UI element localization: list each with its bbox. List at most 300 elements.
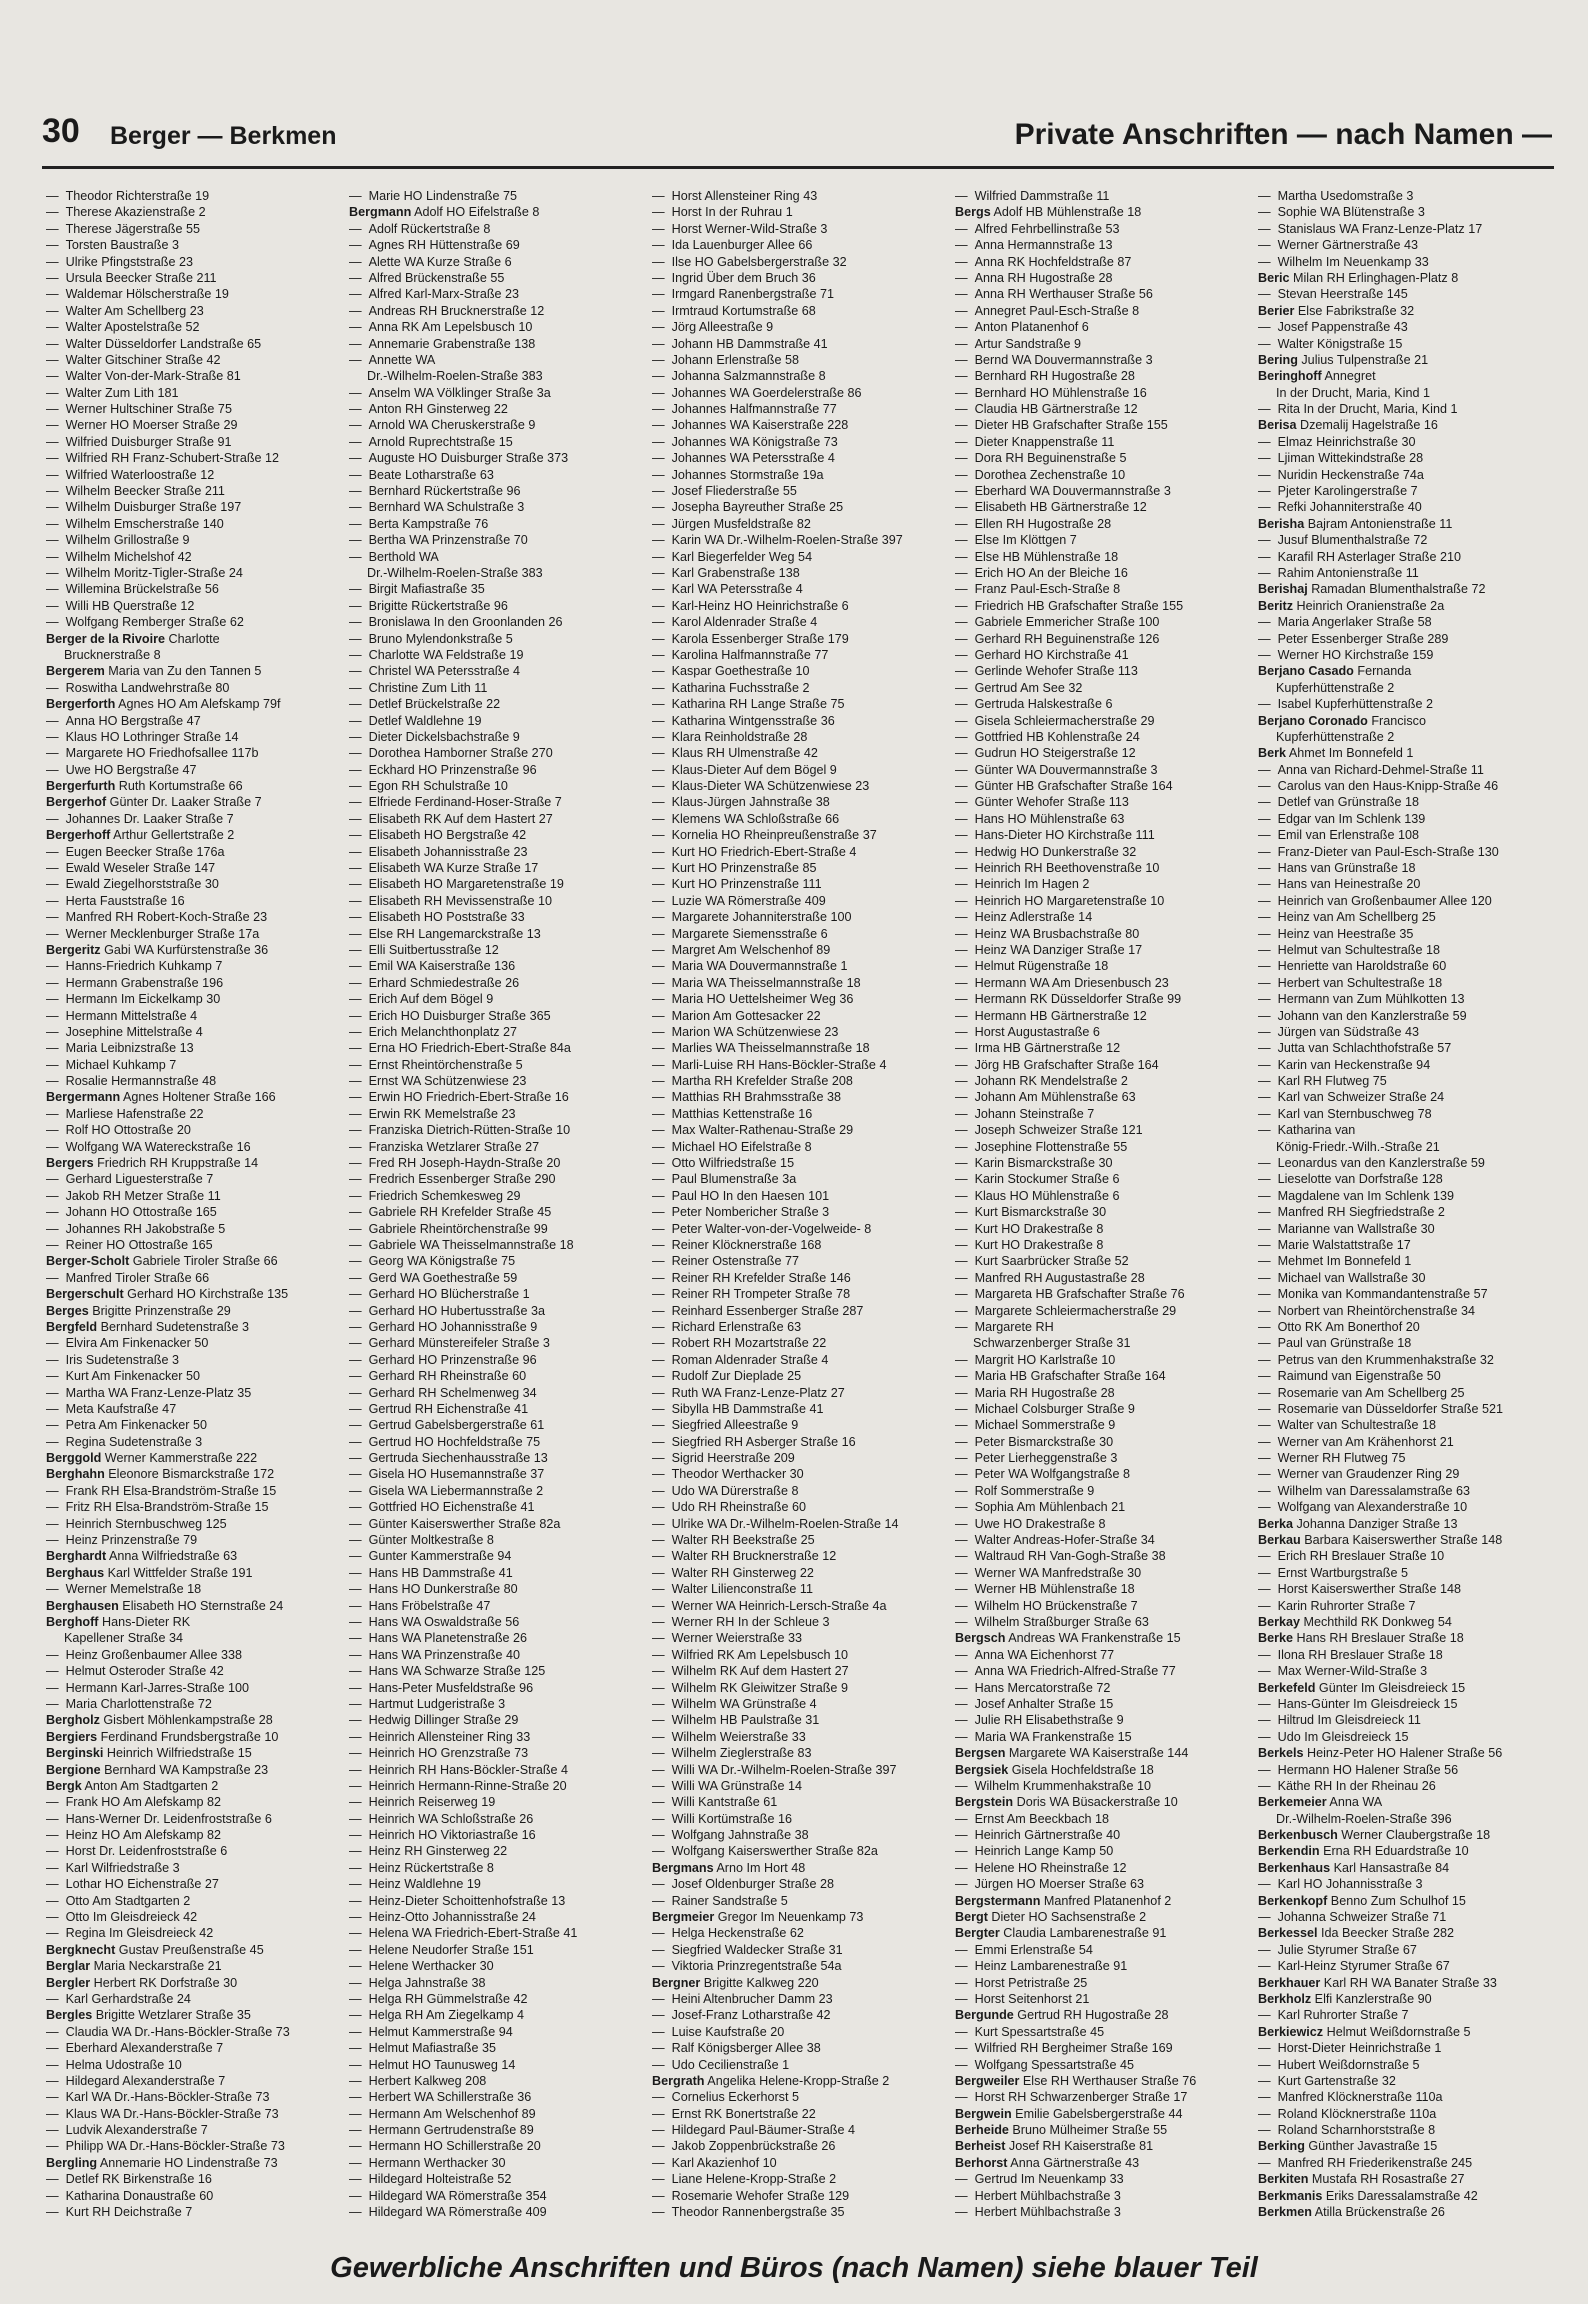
entry-text: Regina Sudetenstraße 3 <box>65 1434 203 1449</box>
directory-entry <box>955 450 1252 466</box>
directory-entry <box>349 1762 646 1778</box>
directory-entry <box>955 1024 1252 1040</box>
directory-entry <box>955 532 1252 548</box>
entry-text: Wilhelm HB Paulstraße 31 <box>671 1713 820 1728</box>
directory-entry <box>652 1450 949 1466</box>
directory-entry <box>652 1352 949 1368</box>
surname-entry <box>1258 1516 1555 1532</box>
surname-entry <box>46 1286 343 1302</box>
directory-entry <box>652 1647 949 1663</box>
directory-entry <box>1258 1696 1555 1712</box>
surname-entry <box>955 204 1252 220</box>
surname: Berghaus <box>46 1565 105 1580</box>
entry-text: Otto Am Stadtgarten 2 <box>65 1893 191 1908</box>
directory-entry <box>1258 1139 1555 1155</box>
directory-entry <box>46 1647 343 1663</box>
directory-entry <box>46 1696 343 1712</box>
directory-entry <box>349 958 646 974</box>
directory-entry <box>652 1745 949 1761</box>
entry-text: Karl-Heinz Styrumer Straße 67 <box>1277 1959 1450 1974</box>
entry-text: Annemarie HO Lindenstraße 73 <box>97 2155 278 2170</box>
directory-entry <box>349 2155 646 2171</box>
entry-text: Rolf Sommerstraße 9 <box>974 1483 1095 1498</box>
directory-entry <box>1258 336 1555 352</box>
directory-entry <box>349 1975 646 1991</box>
directory-entry <box>349 1843 646 1859</box>
directory-entry <box>349 1434 646 1450</box>
directory-entry <box>1258 860 1555 876</box>
entry-text: Detlef Waldlehne 19 <box>368 713 482 728</box>
entry-text: Franz Paul-Esch-Straße 8 <box>974 582 1121 597</box>
directory-entry <box>349 1811 646 1827</box>
entry-text: Hildegard Alexanderstraße 7 <box>65 2073 226 2088</box>
entry-text: Gabi WA Kurfürstenstraße 36 <box>100 942 269 957</box>
entry-text: Manfred RH Friederikenstraße 245 <box>1277 2155 1473 2170</box>
directory-entry <box>1258 1729 1555 1745</box>
entry-text: Werner HB Mühlenstraße 18 <box>974 1582 1135 1597</box>
entry-text: Erna HO Friedrich-Ebert-Straße 84a <box>368 1041 571 1056</box>
entry-text: Willi WA Grünstraße 14 <box>671 1778 802 1793</box>
directory-entry <box>652 1319 949 1335</box>
entry-text: Willi HB Querstraße 12 <box>65 598 195 613</box>
entry-text: Rahim Antonienstraße 11 <box>1277 565 1419 580</box>
surname-entry <box>46 1450 343 1466</box>
entry-text: Hermann HB Gärtnerstraße 12 <box>974 1008 1147 1023</box>
directory-entry <box>652 549 949 565</box>
entry-text: Bernhard HO Mühlenstraße 16 <box>974 385 1147 400</box>
entry-text: Hermann HO Halener Straße 56 <box>1277 1762 1459 1777</box>
directory-entry <box>652 844 949 860</box>
entry-text: Anna WA <box>1326 1795 1383 1810</box>
directory-entry <box>955 336 1252 352</box>
entry-text: Heinrich HO Grenzstraße 73 <box>368 1746 529 1761</box>
directory-entry <box>652 909 949 925</box>
entry-text: Karl RH WA Banater Straße 33 <box>1320 1975 1497 1990</box>
entry-text: Brigitte Wetzlarer Straße 35 <box>92 2008 251 2023</box>
surname-entry <box>46 1712 343 1728</box>
directory-entry <box>46 1417 343 1433</box>
surname-entry <box>1258 352 1555 368</box>
entry-text: Rosemarie van Am Schellberg 25 <box>1277 1385 1465 1400</box>
directory-entry <box>652 860 949 876</box>
entry-text: Johanna Danziger Straße 13 <box>1293 1516 1458 1531</box>
entry-text: Reiner RH Trompeter Straße 78 <box>671 1287 851 1302</box>
directory-entry <box>955 188 1252 204</box>
directory-entry <box>652 336 949 352</box>
entry-text: Gisela Schleiermacherstraße 29 <box>974 713 1155 728</box>
directory-entry <box>955 1417 1252 1433</box>
directory-entry <box>46 532 343 548</box>
entry-text: Katharina Fuchsstraße 2 <box>671 680 810 695</box>
surname: Berkenkopf <box>1258 1893 1328 1908</box>
entry-text: Horst Kaiserswerther Straße 148 <box>1277 1582 1461 1597</box>
entry-text: Günter WA Douvermannstraße 3 <box>974 762 1158 777</box>
entry-text: Otto Im Gleisdreieck 42 <box>65 1910 198 1925</box>
directory-entry <box>652 270 949 286</box>
entry-text: Ernst Wartburgstraße 5 <box>1277 1565 1409 1580</box>
directory-entry <box>955 598 1252 614</box>
entry-text: Claudia HB Gärtnerstraße 12 <box>974 402 1138 417</box>
directory-entry <box>46 1516 343 1532</box>
entry-text: Viktoria Prinzregentstraße 54a <box>671 1959 842 1974</box>
entry-text: Heinrich HO Margaretenstraße 10 <box>974 893 1165 908</box>
directory-entry <box>46 2057 343 2073</box>
directory-entry <box>46 499 343 515</box>
directory-entry <box>955 2040 1252 2056</box>
entry-text: Arno Im Hort 48 <box>713 1860 806 1875</box>
entry-text: Ewald Weseler Straße 147 <box>65 861 216 876</box>
surname-entry <box>1258 516 1555 532</box>
directory-entry <box>46 1008 343 1024</box>
directory-entry <box>955 1335 1252 1351</box>
entry-text: Anna van Richard-Dehmel-Straße 11 <box>1277 762 1484 777</box>
directory-entry <box>46 1483 343 1499</box>
directory-entry <box>955 1975 1252 1991</box>
entry-text: Karl van Sternbuschweg 78 <box>1277 1106 1432 1121</box>
entry-text: Karafil RH Asterlager Straße 210 <box>1277 549 1461 564</box>
directory-entry <box>1258 1909 1555 1925</box>
entry-text: Wolfgang WA Watereckstraße 16 <box>65 1139 251 1154</box>
surname: Berkendin <box>1258 1844 1320 1859</box>
directory-entry <box>652 204 949 220</box>
surname: Berking <box>1258 2139 1305 2154</box>
directory-entry <box>1258 1663 1555 1679</box>
entry-text: Horst In der Ruhrau 1 <box>671 205 793 220</box>
entry-text: Luise Kaufstraße 20 <box>671 2024 785 2039</box>
directory-entry <box>652 1024 949 1040</box>
directory-entry <box>349 598 646 614</box>
entry-text: Wolfgang Kaiserswerther Straße 82a <box>671 1844 878 1859</box>
entry-text: Ernst Rheintörchenstraße 5 <box>368 1057 523 1072</box>
entry-text: Uwe HO Bergstraße 47 <box>65 762 197 777</box>
directory-entry <box>1258 1778 1555 1794</box>
entry-text: König-Friedr.-Wilh.-Straße 21 <box>1276 1139 1440 1154</box>
entry-text: Claudia Lambarenestraße 91 <box>999 1926 1167 1941</box>
surname: Bergweiler <box>955 2073 1020 2088</box>
surname: Berghahn <box>46 1467 105 1482</box>
directory-entry <box>349 942 646 958</box>
directory-entry <box>955 1466 1252 1482</box>
directory-entry <box>955 549 1252 565</box>
entry-text: Heinrich Sternbuschweg 125 <box>65 1516 227 1531</box>
footer-note: Gewerbliche Anschriften und Büros (nach Namen) siehe blauer Teil <box>330 2252 1258 2284</box>
entry-text: Peter Bismarckstraße 30 <box>974 1434 1114 1449</box>
entry-text: Margarete RH <box>974 1319 1054 1334</box>
entry-text: Ramadan Blumenthalstraße 72 <box>1307 582 1486 597</box>
directory-entry <box>652 532 949 548</box>
directory-entry <box>955 1040 1252 1056</box>
directory-entry <box>349 2089 646 2105</box>
entry-text: Kurt Gartenstraße 32 <box>1277 2073 1396 2088</box>
entry-text: Hedwig Dillinger Straße 29 <box>368 1713 519 1728</box>
directory-entry <box>46 1811 343 1827</box>
entry-text: Gregor Im Neuenkamp 73 <box>714 1910 864 1925</box>
entry-text: Roland Scharnhorststraße 8 <box>1277 2123 1436 2138</box>
entry-text: Elfi Kanzlerstraße 90 <box>1311 1991 1432 2006</box>
directory-entry <box>652 286 949 302</box>
entry-text: Elisabeth RH Mevissenstraße 10 <box>368 893 552 908</box>
directory-entry <box>1258 254 1555 270</box>
entry-text: Jörg Alleestraße 9 <box>671 320 774 335</box>
directory-entry <box>955 368 1252 384</box>
entry-text: Marli-Luise RH Hans-Böckler-Straße 4 <box>671 1057 887 1072</box>
surname-entry <box>1258 581 1555 597</box>
entry-text: Werner WA Manfredstraße 30 <box>974 1565 1142 1580</box>
surname: Bergione <box>46 1762 101 1777</box>
entry-text: Torsten Baustraße 3 <box>65 238 179 253</box>
directory-entry <box>652 1893 949 1909</box>
directory-entry <box>955 1598 1252 1614</box>
entry-text: Anton RH Ginsterweg 22 <box>368 402 508 417</box>
surname: Berka <box>1258 1516 1294 1531</box>
directory-entry <box>1258 499 1555 515</box>
surname: Berjano Casado <box>1258 664 1354 679</box>
entry-text: Elisabeth HO Poststraße 33 <box>368 910 525 925</box>
directory-entry <box>955 1352 1252 1368</box>
surname: Berkemeier <box>1258 1795 1327 1810</box>
directory-entry <box>955 1368 1252 1384</box>
directory-entry <box>652 1876 949 1892</box>
entry-text: Heinrich Allensteiner Ring 33 <box>368 1729 531 1744</box>
directory-entry <box>46 581 343 597</box>
directory-entry <box>349 499 646 515</box>
entry-text: Jörg HB Grafschafter Straße 164 <box>974 1057 1159 1072</box>
entry-text: Werner Gärtnerstraße 43 <box>1277 238 1419 253</box>
entry-text: Gabriele Rheintörchenstraße 99 <box>368 1221 548 1236</box>
entry-text: Wilfried RH Franz-Schubert-Straße 12 <box>65 451 280 466</box>
directory-entry <box>46 434 343 450</box>
entry-text: Hans WA Schwarze Straße 125 <box>368 1664 546 1679</box>
directory-entry <box>652 680 949 696</box>
entry-text: Heinrich RH Hans-Böckler-Straße 4 <box>368 1762 569 1777</box>
directory-entry <box>955 1843 1252 1859</box>
directory-entry <box>955 1450 1252 1466</box>
entry-text: Theodor Richterstraße 19 <box>65 189 210 203</box>
entry-text: Willi Kortümstraße 16 <box>671 1811 792 1826</box>
entry-text: Käthe RH In der Rheinau 26 <box>1277 1778 1436 1793</box>
surname: Beric <box>1258 270 1290 285</box>
entry-text: Doris WA Büsackerstraße 10 <box>1013 1795 1178 1810</box>
directory-entry <box>349 450 646 466</box>
surname: Berkenbusch <box>1258 1828 1338 1843</box>
entry-text: Alfred Brückenstraße 55 <box>368 270 505 285</box>
entry-text: Gustav Preußenstraße 45 <box>115 1942 264 1957</box>
directory-entry <box>46 1991 343 2007</box>
entry-text: Reinhard Essenberger Straße 287 <box>671 1303 864 1318</box>
surname: Bergt <box>955 1910 988 1925</box>
surname-entry <box>1258 1630 1555 1646</box>
surname-entry <box>1258 270 1555 286</box>
directory-entry <box>652 499 949 515</box>
entry-text: Margret Am Welschenhof 89 <box>671 942 831 957</box>
entry-text: Johann Am Mühlenstraße 63 <box>974 1090 1136 1105</box>
entry-text: Mehmet Im Bonnefeld 1 <box>1277 1254 1412 1269</box>
directory-entry <box>46 745 343 761</box>
directory-entry <box>46 647 343 663</box>
entry-text: Maria WA Frankenstraße 15 <box>974 1729 1132 1744</box>
directory-entry <box>1258 532 1555 548</box>
entry-text: Meta Kaufstraße 47 <box>65 1401 177 1416</box>
directory-entry <box>955 1680 1252 1696</box>
surname-entry <box>955 1925 1252 1941</box>
entry-text: Erwin HO Friedrich-Ebert-Straße 16 <box>368 1090 569 1105</box>
directory-entry <box>46 991 343 1007</box>
directory-entry <box>349 1827 646 1843</box>
directory-entry <box>1258 1942 1555 1958</box>
directory-entry <box>652 1942 949 1958</box>
directory-entry <box>652 1417 949 1433</box>
surname: Bergmann <box>349 205 412 220</box>
directory-entry <box>349 417 646 433</box>
entry-text: Kurt Spessartstraße 45 <box>974 2024 1105 2039</box>
entry-text: Alette WA Kurze Straße 6 <box>368 254 512 269</box>
directory-entry <box>1258 876 1555 892</box>
entry-text: Kurt Bismarckstraße 30 <box>974 1205 1107 1220</box>
surname: Berglar <box>46 1959 91 1974</box>
entry-text: Erich HO An der Bleiche 16 <box>974 565 1128 580</box>
directory-entry <box>955 1155 1252 1171</box>
directory-entry <box>955 1204 1252 1220</box>
directory-entry <box>652 926 949 942</box>
entry-text: Dieter HO Sachsenstraße 2 <box>987 1910 1147 1925</box>
entry-text: Marliese Hafenstraße 22 <box>65 1106 204 1121</box>
directory-entry <box>955 1253 1252 1269</box>
directory-entry <box>46 729 343 745</box>
directory-entry <box>955 499 1252 515</box>
entry-text: Walter RH Brucknerstraße 12 <box>671 1549 837 1564</box>
entry-text: Johann HB Dammstraße 41 <box>671 336 828 351</box>
directory-entry <box>652 434 949 450</box>
directory-entry <box>652 631 949 647</box>
directory-entry <box>955 1942 1252 1958</box>
entry-text: Peter WA Wolfgangstraße 8 <box>974 1467 1130 1482</box>
entry-text: Fernanda <box>1353 664 1412 679</box>
entry-text: Gertruda Siechenhausstraße 13 <box>368 1451 548 1466</box>
entry-text: Hermann RK Düsseldorfer Straße 99 <box>974 992 1182 1007</box>
entry-text: Horst Werner-Wild-Straße 3 <box>671 221 828 236</box>
entry-text: Dr.-Wilhelm-Roelen-Straße 383 <box>367 565 543 580</box>
directory-entry <box>46 975 343 991</box>
entry-text: Charlotte WA Feldstraße 19 <box>368 647 524 662</box>
entry-text: Hanns-Friedrich Kuhkamp 7 <box>65 959 223 974</box>
entry-text: Wilhelm HO Brückenstraße 7 <box>974 1598 1138 1613</box>
entry-text: Wolfgang Remberger Straße 62 <box>65 615 244 630</box>
directory-entry <box>46 2073 343 2089</box>
entry-text: Max Walter-Rathenau-Straße 29 <box>671 1123 854 1138</box>
directory-entry <box>349 1008 646 1024</box>
directory-entry <box>1258 1712 1555 1728</box>
surname-entry <box>46 794 343 810</box>
surname: Berkessel <box>1258 1926 1318 1941</box>
directory-entry <box>652 368 949 384</box>
directory-entry <box>1258 794 1555 810</box>
entry-text: Annegret <box>1321 369 1376 384</box>
entry-text: Edgar van Im Schlenk 139 <box>1277 811 1426 826</box>
directory-entry <box>349 1581 646 1597</box>
entry-text: Philipp WA Dr.-Hans-Böckler-Straße 73 <box>65 2139 285 2154</box>
entry-text: Johannes WA Goerdelerstraße 86 <box>671 385 862 400</box>
directory-entry <box>1258 2040 1555 2056</box>
directory-entry <box>955 614 1252 630</box>
directory-entry <box>652 663 949 679</box>
directory-entry <box>652 1270 949 1286</box>
entry-text: Berthold WA <box>368 549 439 564</box>
directory-entry <box>349 1630 646 1646</box>
entry-text: Heinz-Dieter Schoittenhofstraße 13 <box>368 1893 566 1908</box>
entry-text: Elisabeth HO Sternstraße 24 <box>118 1598 284 1613</box>
entry-text: Helmut van Schultestraße 18 <box>1277 942 1440 957</box>
entry-text: Walter Lilienconstraße 11 <box>671 1582 813 1597</box>
directory-entry <box>955 1401 1252 1417</box>
directory-entry <box>46 1401 343 1417</box>
surname-entry <box>46 1253 343 1269</box>
entry-text: Klaus-Dieter Auf dem Bögel 9 <box>671 762 837 777</box>
entry-text: Klara Reinholdstraße 28 <box>671 729 808 744</box>
directory-entry <box>1258 1434 1555 1450</box>
directory-entry <box>349 631 646 647</box>
directory-entry <box>46 2204 343 2220</box>
directory-entry <box>955 1139 1252 1155</box>
directory-entry <box>46 713 343 729</box>
surname-entry <box>1258 417 1555 433</box>
entry-text: Annegret Paul-Esch-Straße 8 <box>974 303 1140 318</box>
directory-entry <box>652 1434 949 1450</box>
section-title: Private Anschriften — nach Namen — <box>1014 118 1552 151</box>
directory-entry <box>652 1581 949 1597</box>
entry-text: Günther Javastraße 15 <box>1304 2139 1438 2154</box>
surname: Bering <box>1258 352 1298 367</box>
entry-text: Paul Blumenstraße 3a <box>671 1172 797 1187</box>
entry-text: Hans Fröbelstraße 47 <box>368 1598 491 1613</box>
entry-text: Adolf HB Mühlenstraße 18 <box>990 205 1142 220</box>
directory-entry <box>349 745 646 761</box>
entry-text: Gisela WA Liebermannstraße 2 <box>368 1483 544 1498</box>
entry-text: Hildegard WA Römerstraße 354 <box>368 2188 547 2203</box>
entry-text: Else HB Mühlenstraße 18 <box>974 549 1119 564</box>
entry-text: Hans-Dieter HO Kirchstraße 111 <box>974 828 1155 843</box>
directory-entry <box>1258 1155 1555 1171</box>
entry-text: Kurt HO Prinzenstraße 111 <box>671 877 822 892</box>
entry-text: Johann Erlenstraße 58 <box>671 352 800 367</box>
directory-entry <box>1258 1024 1555 1040</box>
directory-entry <box>349 2171 646 2187</box>
directory-entry <box>349 1614 646 1630</box>
directory-entry <box>955 401 1252 417</box>
entry-text: Johann HO Ottostraße 165 <box>65 1205 217 1220</box>
directory-entry <box>955 713 1252 729</box>
entry-text: Erich Melanchthonplatz 27 <box>368 1024 518 1039</box>
entry-text: Katharina Wintgensstraße 36 <box>671 713 835 728</box>
entry-text: Erwin RK Memelstraße 23 <box>368 1106 516 1121</box>
directory-entry <box>46 467 343 483</box>
surname-entry <box>46 1319 343 1335</box>
entry-text: Werner WA Heinrich-Lersch-Straße 4a <box>671 1598 887 1613</box>
surname: Berggold <box>46 1451 102 1466</box>
directory-entry <box>652 565 949 581</box>
directory-entry <box>652 2155 949 2171</box>
entry-text: Helmut Mafiastraße 35 <box>368 2041 496 2056</box>
directory-entry <box>652 1516 949 1532</box>
directory-entry <box>652 2188 949 2204</box>
entry-text: Gudrun HO Steigerstraße 12 <box>974 746 1136 761</box>
directory-entry <box>652 2089 949 2105</box>
surname-entry <box>1258 1745 1555 1761</box>
surname-entry <box>46 1155 343 1171</box>
directory-entry <box>955 221 1252 237</box>
entry-text: Fred RH Joseph-Haydn-Straße 20 <box>368 1156 561 1171</box>
entry-text: Gertrud Gabelsbergerstraße 61 <box>368 1418 545 1433</box>
entry-text: Waldemar Hölscherstraße 19 <box>65 287 229 302</box>
